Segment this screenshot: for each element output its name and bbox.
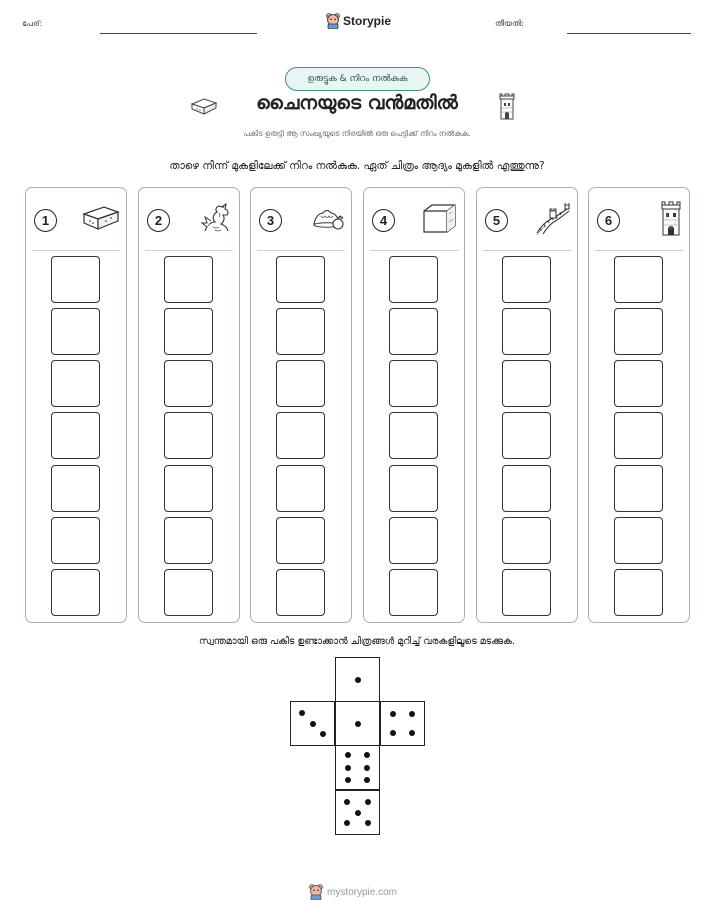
color-box[interactable] [389,465,438,512]
die-pip [344,820,350,826]
column-divider [370,250,458,251]
color-box[interactable] [276,517,325,564]
footer [309,884,397,900]
watchtower-icon [497,92,517,120]
color-box[interactable] [389,308,438,355]
color-box[interactable] [164,360,213,407]
color-box[interactable] [389,256,438,303]
column-header [147,200,233,240]
stone-block-icon [420,202,458,238]
color-box[interactable] [276,412,325,459]
die-pip [364,777,370,783]
dragon-icon [199,201,233,239]
color-box[interactable] [51,517,100,564]
color-box[interactable] [51,465,100,512]
column-number: 4 [372,209,395,232]
column-header [485,200,571,240]
dumplings-icon [311,204,345,236]
question: താഴെ നിന്ന് മുകളിലേക്ക് നിറം നൽകുക. ഏത് ചിത്രം ആദ്യം മുകളിൽ എത്തുന്നു? [169,160,545,172]
color-box[interactable] [164,308,213,355]
bear-footer-icon [309,884,323,900]
color-box[interactable] [502,465,551,512]
name-label: പേര്: [22,19,43,28]
die-pip [355,810,361,816]
color-box[interactable] [614,308,663,355]
color-box[interactable] [276,569,325,616]
color-box[interactable] [502,308,551,355]
column-number: 3 [259,209,282,232]
color-box[interactable] [51,569,100,616]
logo-text: Storypie [343,14,392,28]
color-box[interactable] [614,412,663,459]
column-divider [32,250,120,251]
column-3 [250,187,352,623]
great-wall-icon [535,201,571,239]
color-box[interactable] [614,517,663,564]
column-divider [257,250,345,251]
die-pip [345,752,351,758]
die-face-3 [290,701,335,746]
color-box[interactable] [276,308,325,355]
color-box[interactable] [389,412,438,459]
column-header [34,200,120,240]
die-face-1 [335,657,380,702]
color-box[interactable] [614,569,663,616]
column-number: 6 [597,209,620,232]
activity-badge: ഉരുട്ടുക & നിറം നൽകുക [285,67,430,91]
die-pip [390,711,396,717]
die-face-6 [335,745,380,790]
footer-url: mystorypie.com [327,886,398,898]
die-pip [409,711,415,717]
date-label: തീയതി: [495,19,524,28]
column-divider [595,250,683,251]
color-box[interactable] [614,256,663,303]
die-pip [364,752,370,758]
die-pip [310,721,316,727]
color-box[interactable] [502,360,551,407]
color-box[interactable] [164,517,213,564]
die-face-5 [335,790,380,835]
column-5 [476,187,578,623]
column-number: 2 [147,209,170,232]
column-divider [483,250,571,251]
color-box[interactable] [614,360,663,407]
die-pip [355,721,361,727]
color-box[interactable] [51,412,100,459]
color-box[interactable] [389,517,438,564]
die-pip [344,799,350,805]
date-line[interactable] [567,33,691,34]
color-box[interactable] [51,360,100,407]
column-2 [138,187,240,623]
color-box[interactable] [276,360,325,407]
color-box[interactable] [502,256,551,303]
color-box[interactable] [502,412,551,459]
color-box[interactable] [164,569,213,616]
die-face-1 [335,701,380,746]
color-box[interactable] [51,308,100,355]
column-number: 5 [485,209,508,232]
color-box[interactable] [502,569,551,616]
color-box[interactable] [276,256,325,303]
die-pip [365,820,371,826]
die-pip [364,765,370,771]
color-box[interactable] [51,256,100,303]
color-box[interactable] [614,465,663,512]
die-pip [409,730,415,736]
die-face-4 [380,701,425,746]
die-pip [345,777,351,783]
storypie-logo [326,13,391,29]
color-box[interactable] [502,517,551,564]
name-line[interactable] [100,33,257,34]
die-pip [320,731,326,737]
page-title: ചൈനയുടെ വൻമതിൽ [256,92,458,114]
color-box[interactable] [164,465,213,512]
die-pip [390,730,396,736]
column-number: 1 [34,209,57,232]
die-pip [299,710,305,716]
color-box[interactable] [164,412,213,459]
subtitle: പകിട ഉരുട്ടി ആ സംഖ്യയുടെ നിരയിൽ ഒരു പെട്ടിക്ക് നിറം നൽകുക. [243,129,471,138]
color-box[interactable] [389,360,438,407]
watchtower-icon [659,200,683,240]
color-box[interactable] [276,465,325,512]
die-pip [365,799,371,805]
column-6 [588,187,690,623]
column-1 [25,187,127,623]
color-box[interactable] [389,569,438,616]
column-divider [145,250,233,251]
bear-logo-icon [326,13,340,29]
die-instruction: സ്വന്തമായി ഒരു പകിട ഉണ്ടാക്കാൻ ചിത്രങ്ങൾ മുറിച്ച് വരകളിലൂടെ മടക്കുക. [198,636,516,647]
column-header [259,200,345,240]
brick-icon [82,204,120,236]
die-pip [355,677,361,683]
color-box[interactable] [164,256,213,303]
column-header [597,200,683,240]
die-pip [345,765,351,771]
column-header [372,200,458,240]
column-4 [363,187,465,623]
